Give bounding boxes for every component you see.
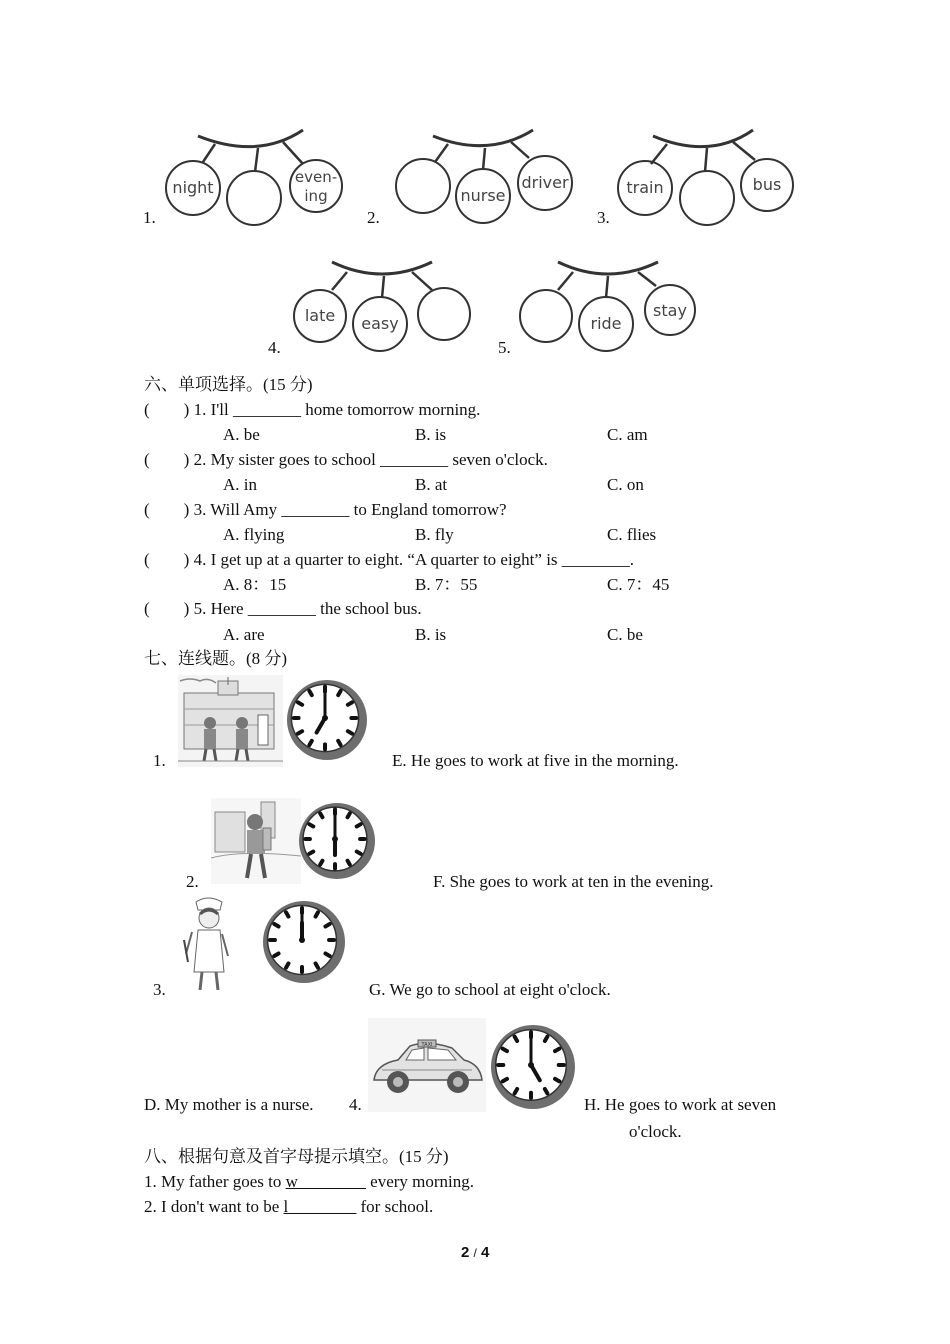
q4-option-c: C. 7：45	[607, 575, 670, 594]
clock-1	[286, 678, 368, 767]
match-d-text: D. My mother is a nurse.	[144, 1095, 314, 1114]
q5-option-b: B. is	[415, 625, 447, 644]
section6-title: 六、单项选择。(15 分)	[144, 375, 313, 394]
clock-tick	[316, 912, 318, 916]
tree-5-word-2: ride	[590, 314, 622, 333]
word-tree-2	[393, 128, 578, 228]
clock-tick	[555, 1079, 559, 1082]
tree-3-word-1: train	[626, 178, 664, 197]
match-f-text: F. She goes to work at ten in the evening.	[433, 872, 714, 891]
q1-stem: ( ) 1. I'll ________ home tomorrow morning.	[144, 400, 481, 419]
clock-tick	[357, 824, 361, 826]
clock-tick	[338, 691, 340, 695]
clock-tick	[503, 1079, 507, 1082]
match-e-text: E. He goes to work at five in the morning.	[392, 751, 679, 770]
clock-center	[299, 937, 305, 943]
clock-tick	[320, 813, 322, 817]
q3-stem: ( ) 3. Will Amy ________ to England tomorrow?	[144, 500, 507, 519]
q1-option-b: B. is	[415, 425, 447, 444]
q3-option-c: C. flies	[607, 525, 657, 544]
clock-tick	[309, 741, 311, 745]
q2-option-c: C. on	[607, 475, 644, 494]
clock-tick	[298, 702, 302, 704]
clock-tick	[274, 954, 278, 956]
q3-option-b: B. fly	[415, 525, 454, 544]
clock-tick	[348, 861, 350, 865]
fill-q2	[144, 1197, 433, 1217]
clock-tick	[309, 852, 313, 854]
word-tree-4	[292, 258, 477, 358]
clock-tick	[298, 731, 302, 733]
clock-tick	[515, 1037, 518, 1041]
q3-option-a: A. flying	[223, 525, 285, 544]
page-number	[461, 1243, 489, 1263]
clock-3	[262, 900, 346, 989]
q2-option-b: B. at	[415, 475, 448, 494]
word-tree-3	[615, 128, 800, 228]
taxi-sign: TAXI	[421, 1042, 433, 1048]
tree-3-number: 3.	[597, 208, 610, 227]
fill-q1-blank[interactable]: w________	[285, 1172, 366, 1191]
section8-title: 八、根据句意及首字母提示填空。(15 分)	[144, 1147, 449, 1166]
q4-option-b: B. 7：55	[415, 575, 478, 594]
svg-text:ing: ing	[304, 187, 328, 205]
fill-q1-pre: 1. My father goes to	[144, 1172, 286, 1191]
match-4-number: 4.	[349, 1095, 362, 1114]
nurse-picture	[178, 892, 248, 1001]
q5-stem: ( ) 5. Here ________ the school bus.	[144, 599, 422, 618]
tree-1-number: 1.	[143, 208, 156, 227]
clock-tick	[316, 963, 318, 967]
match-h-text: H. He goes to work at seven	[584, 1095, 777, 1114]
fill-q1-post: every morning.	[365, 1172, 475, 1191]
match-3-number: 3.	[153, 980, 166, 999]
q2-option-a: A. in	[223, 475, 257, 494]
tree-1-word-1: night	[172, 178, 214, 197]
word-tree-5	[518, 258, 703, 358]
clock-tick	[545, 1089, 548, 1093]
worker-picture	[211, 798, 301, 889]
clock-tick	[320, 861, 322, 865]
q5-option-a: A. are	[223, 625, 265, 644]
page-separator: /	[473, 1246, 477, 1260]
svg-text:even-: even-	[294, 168, 338, 186]
clock-tick	[309, 824, 313, 826]
match-h-text-line2: o'clock.	[629, 1122, 682, 1141]
tree-5-number: 5.	[498, 338, 511, 357]
clock-center	[332, 836, 338, 842]
q1-option-c: C. am	[607, 425, 648, 444]
tree-4-word-1: late	[304, 306, 336, 325]
tree-3-word-3: bus	[752, 175, 782, 194]
tree-5-word-3: stay	[653, 301, 687, 320]
word-tree-1	[163, 128, 348, 228]
clock-tick	[325, 924, 329, 926]
clock-tick	[515, 1089, 518, 1093]
tree-2-word-2: nurse	[460, 186, 506, 205]
page-total: 4	[481, 1244, 490, 1261]
tree-2-word-3: driver	[521, 173, 569, 192]
clock-tick	[348, 702, 352, 704]
clock-4	[490, 1024, 576, 1115]
clock-tick	[325, 954, 329, 956]
section7-title: 七、连线题。(8 分)	[144, 649, 288, 668]
page-current: 2	[461, 1244, 470, 1261]
clock-tick	[338, 741, 340, 745]
tree-4-number: 4.	[268, 338, 281, 357]
match-2-number: 2.	[186, 872, 199, 891]
clock-tick	[555, 1049, 559, 1052]
clock-center	[322, 715, 328, 721]
clock-tick	[357, 852, 361, 854]
tree-2-number: 2.	[367, 208, 380, 227]
taxi-picture	[368, 1018, 486, 1117]
clock-tick	[309, 691, 311, 695]
q2-stem: ( ) 2. My sister goes to school ________ seven o'clock.	[144, 450, 548, 469]
clock-tick	[274, 924, 278, 926]
clock-tick	[348, 813, 350, 817]
match-1-number: 1.	[153, 751, 166, 770]
clock-tick	[286, 912, 288, 916]
q4-option-a: A. 8：15	[223, 575, 287, 594]
clock-tick	[545, 1037, 548, 1041]
fill-q1	[144, 1172, 474, 1192]
fill-q2-pre: 2. I don't want to be	[144, 1197, 284, 1216]
clock-tick	[348, 731, 352, 733]
q5-option-c: C. be	[607, 625, 643, 644]
fill-q2-post: for school.	[356, 1197, 434, 1216]
clock-tick	[286, 963, 288, 967]
q1-option-a: A. be	[223, 425, 260, 444]
q4-stem: ( ) 4. I get up at a quarter to eight. “A quarter to eight” is ________.	[144, 550, 635, 569]
clock-2	[298, 798, 376, 889]
fill-q2-blank[interactable]: l________	[283, 1197, 357, 1216]
school-children-picture	[178, 675, 283, 772]
clock-tick	[503, 1049, 507, 1052]
clock-center	[528, 1062, 534, 1068]
match-g-text: G. We go to school at eight o'clock.	[369, 980, 611, 999]
tree-4-word-2: easy	[361, 314, 399, 333]
